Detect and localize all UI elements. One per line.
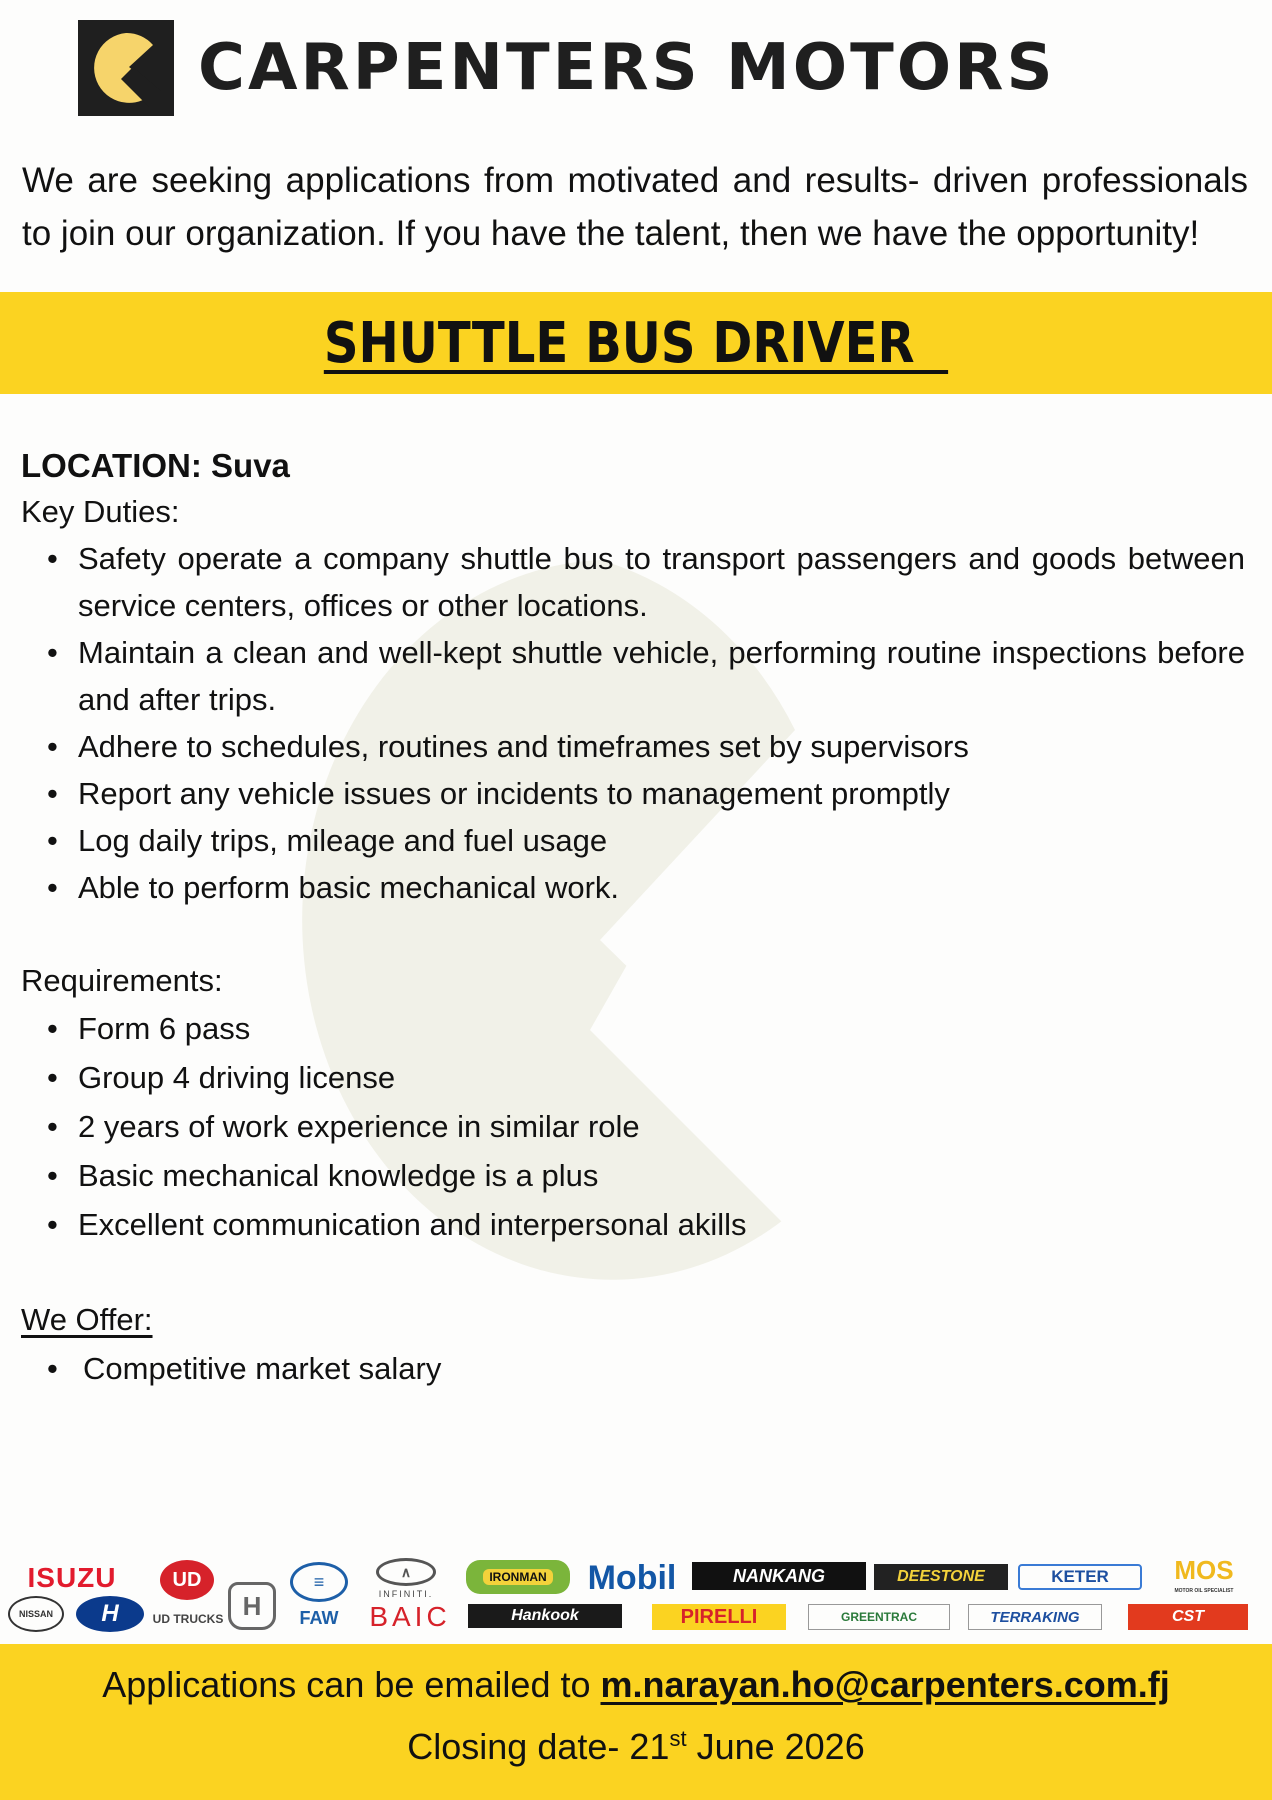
- list-item: • Adhere to schedules, routines and timeframes set by supervisors: [21, 723, 1245, 770]
- header: [78, 20, 1056, 116]
- mobil-logo: Mobil: [587, 1558, 677, 1597]
- requirements-heading: Requirements:: [21, 963, 223, 998]
- title-banner: [0, 292, 1272, 394]
- apply-line: [0, 1664, 1272, 1706]
- greentrac-logo: GREENTRAC: [808, 1604, 950, 1630]
- baic-logo: BAIC: [369, 1601, 451, 1632]
- nankang-logo: NANKANG: [692, 1562, 866, 1590]
- hankook-logo: Hankook: [468, 1604, 622, 1628]
- list-item: • Group 4 driving license: [21, 1053, 1245, 1102]
- job-title: SHUTTLE BUS DRIVER: [323, 310, 949, 376]
- list-item: • Excellent communication and interpersonal akills: [21, 1200, 1245, 1249]
- list-item: • Safety operate a company shuttle bus to transport passengers and goods between service centers, offices or other locations.: [21, 535, 1245, 629]
- email-link[interactable]: m.narayan.ho@carpenters.com.fj: [600, 1664, 1170, 1705]
- footer: [0, 1644, 1272, 1800]
- closing-date: Closing date- 21st June 2026: [407, 1726, 865, 1767]
- offer-list: [21, 1343, 1245, 1395]
- faw-label: FAW: [299, 1607, 339, 1628]
- faw-logo-icon: ≡: [290, 1562, 348, 1602]
- list-item: • Report any vehicle issues or incidents to management promptly: [21, 770, 1245, 817]
- mos-logo: MOS: [1174, 1554, 1234, 1585]
- list-item: • Maintain a clean and well-kept shuttle vehicle, performing routine inspections before and after trips.: [21, 629, 1245, 723]
- intro-text: We are seeking applications from motivated and results- driven professionals to join our organization. If you have the talent, then we have the opportunity!: [22, 161, 1248, 253]
- ironman-logo: IRONMAN: [466, 1560, 570, 1594]
- list-item: • Able to perform basic mechanical work.: [21, 864, 1245, 911]
- list-item: • Form 6 pass: [21, 1004, 1245, 1053]
- carpenters-logo-icon: [78, 20, 174, 116]
- mos-subtitle: MOTOR OIL SPECIALIST: [1174, 1588, 1234, 1594]
- hyundai-logo-icon: H: [76, 1596, 144, 1632]
- brand-logos: [0, 1556, 1272, 1634]
- list-item: • Log daily trips, mileage and fuel usage: [21, 817, 1245, 864]
- list-item: • Basic mechanical knowledge is a plus: [21, 1151, 1245, 1200]
- cst-logo: CST: [1128, 1604, 1248, 1630]
- keter-logo: KETER: [1018, 1564, 1142, 1590]
- duties-heading: Key Duties:: [21, 494, 180, 529]
- requirements-list: [21, 1004, 1245, 1249]
- terraking-logo: TERRAKING: [968, 1604, 1102, 1630]
- infiniti-label: INFINITI.: [378, 1589, 434, 1599]
- infiniti-logo-icon: ∧: [376, 1558, 436, 1586]
- ud-trucks-label: UD TRUCKS: [152, 1612, 224, 1626]
- list-item: • 2 years of work experience in similar role: [21, 1102, 1245, 1151]
- list-item: • Competitive market salary: [21, 1343, 1245, 1395]
- brand-name: CARPENTERS MOTORS: [198, 31, 1056, 105]
- nissan-logo: NISSAN: [8, 1596, 64, 1632]
- duties-list: [21, 535, 1245, 911]
- isuzu-logo: ISUZU: [27, 1562, 117, 1593]
- apply-text: Applications can be emailed to: [102, 1664, 601, 1705]
- honda-logo-icon: H: [228, 1582, 276, 1630]
- location: LOCATION: Suva: [21, 447, 290, 484]
- job-details: [21, 443, 1245, 1395]
- offer-heading: We Offer:: [21, 1302, 153, 1337]
- pirelli-logo: PIRELLI: [652, 1604, 786, 1630]
- deestone-logo: DEESTONE: [874, 1564, 1008, 1590]
- ud-trucks-logo-icon: UD: [160, 1560, 214, 1600]
